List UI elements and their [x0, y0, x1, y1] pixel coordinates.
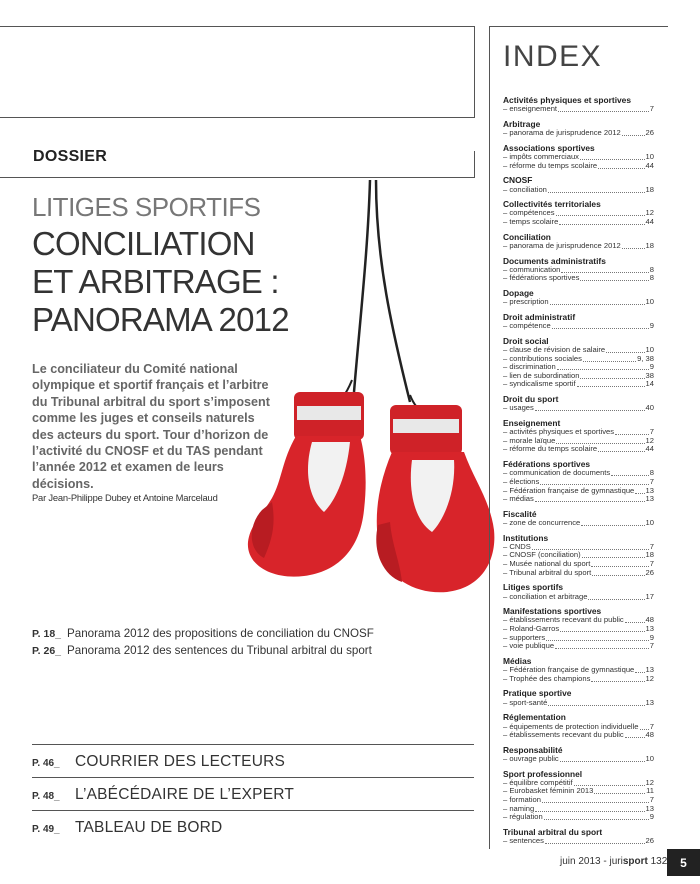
index-entry-page: 26: [645, 128, 654, 138]
index-entry-label: – zone de concurrence: [503, 518, 581, 527]
index-group: [503, 257, 654, 283]
dot-leader: [581, 519, 644, 526]
index-group: [503, 746, 654, 764]
page-reference[interactable]: [32, 644, 452, 661]
index-entry[interactable]: [503, 675, 654, 684]
index-entry-page: 7: [649, 641, 654, 651]
dot-leader: [611, 469, 649, 476]
index-entry-page: 48: [645, 730, 654, 740]
dot-leader: [583, 355, 636, 362]
dot-leader: [580, 153, 645, 160]
index-entry[interactable]: [503, 731, 654, 740]
index-entry-label: – lien de subordination: [503, 370, 580, 380]
index-entry-page: 8: [649, 273, 654, 283]
index-entry-label: – formation: [503, 795, 541, 805]
footer-date: juin 2013 -: [560, 856, 610, 867]
dot-leader: [561, 266, 648, 273]
index-entry-label: – équilibre compétitif: [503, 777, 573, 787]
dot-leader: [556, 437, 644, 444]
index-group: [503, 313, 654, 331]
index-entry[interactable]: [503, 242, 654, 251]
page-reference[interactable]: [32, 627, 452, 644]
feature-link[interactable]: [32, 810, 474, 843]
feature-title: TABLEAU DE BORD: [75, 819, 223, 836]
feature-title: L’ABÉCÉDAIRE DE L’EXPERT: [75, 786, 295, 803]
dot-leader: [580, 274, 648, 281]
index-entry-page: 44: [645, 444, 654, 454]
index-heading: Droit administratif: [503, 311, 576, 322]
index-entry[interactable]: [503, 519, 654, 528]
index-entry-label: – compétence: [503, 321, 551, 331]
index-entry-page: 8: [649, 468, 654, 478]
index-entry-page: 18: [645, 184, 654, 194]
dot-leader: [615, 428, 649, 435]
index-entry-label: – voie publique: [503, 641, 555, 651]
dot-leader: [582, 551, 645, 558]
index-heading: Documents administratifs: [503, 255, 606, 266]
index-entry-label: – fédérations sportives: [503, 273, 580, 283]
index-entry-page: 7: [649, 721, 654, 731]
index-group: [503, 96, 654, 114]
index-heading: Fiscalité: [503, 508, 537, 519]
index-entry-page: 26: [645, 836, 654, 846]
index-entry[interactable]: [503, 105, 654, 114]
index-entry-page: 7: [649, 559, 654, 569]
index-heading: Droit social: [503, 335, 549, 346]
index-entry-label: – panorama de jurisprudence 2012: [503, 128, 621, 138]
index-entry-label: – communication: [503, 264, 561, 274]
index-entry-label: – établissements recevant du public: [503, 615, 624, 625]
index-entry-label: – sport-santé: [503, 697, 548, 707]
reference-text: Panorama 2012 des sentences du Tribunal arbitral du sport: [67, 644, 372, 657]
index-title: INDEX: [503, 40, 603, 73]
index-entry[interactable]: [503, 569, 654, 578]
feature-page: P. 49_: [32, 824, 60, 835]
index-heading: CNOSF: [503, 175, 533, 186]
index-entry-page: 44: [645, 217, 654, 227]
dot-leader: [555, 642, 649, 649]
footer-mag-name: sport: [622, 856, 648, 867]
index-heading: Tribunal arbitral du sport: [503, 826, 603, 837]
index-entry-label: – morale laïque: [503, 435, 556, 445]
index-entry-label: – Trophée des champions: [503, 673, 591, 683]
dot-leader: [591, 560, 648, 567]
footer-issue: 132: [647, 856, 668, 867]
dot-leader: [625, 731, 645, 738]
index-entry[interactable]: [503, 129, 654, 138]
dot-leader: [625, 616, 645, 623]
index-group: [503, 460, 654, 504]
index-entry-label: – prescription: [503, 297, 549, 307]
index-entry-label: – contributions sociales: [503, 353, 582, 363]
index-heading: Manifestations sportives: [503, 606, 602, 617]
index-group: [503, 713, 654, 739]
feature-link[interactable]: [32, 777, 474, 810]
feature-title: COURRIER DES LECTEURS: [75, 753, 286, 770]
headline-line: ET ARBITRAGE :: [32, 263, 279, 300]
dot-leader: [574, 779, 645, 786]
reference-page: P. 18_: [32, 628, 62, 640]
index-entry-label: – temps scolaire: [503, 217, 559, 227]
index-entry-label: – Musée national du sport: [503, 559, 591, 569]
dot-leader: [532, 543, 649, 550]
index-group: [503, 510, 654, 528]
index-entry-page: 7: [649, 476, 654, 486]
dot-leader: [557, 363, 649, 370]
index-entry-page: 9, 38: [637, 353, 654, 363]
index-entry-page: 12: [645, 777, 654, 787]
index-entry[interactable]: [503, 837, 654, 846]
index-entry-label: – élections: [503, 476, 540, 486]
index-heading: Associations sportives: [503, 142, 595, 153]
index-entry-page: 18: [645, 240, 654, 250]
index-entry-page: 9: [649, 632, 654, 642]
index-heading: Institutions: [503, 532, 549, 543]
dot-leader: [548, 699, 644, 706]
index-entry-page: 26: [645, 567, 654, 577]
index-group: [503, 200, 654, 226]
index-entry-label: – CNDS: [503, 541, 531, 551]
dot-leader: [544, 813, 649, 820]
article-lead: Le conciliateur du Comité national olympique et sportif français et l’arbitre du Tribunal arbitral du sport s’imposent comme les juges et conseils naturels des acteurs du sport. Tour d’horizon de l’activité du CNOSF et du TAS pendant l’année 2012 et examen de leurs décisions.: [32, 362, 270, 491]
index-group: [503, 607, 654, 651]
dot-leader: [580, 372, 644, 379]
index-entry[interactable]: [503, 755, 654, 764]
index-entry-page: 13: [645, 485, 654, 495]
index-heading: Enseignement: [503, 417, 561, 428]
index-entry[interactable]: [503, 593, 654, 602]
page-footer: [560, 856, 667, 867]
dot-leader: [635, 666, 644, 673]
index-heading: Fédérations sportives: [503, 459, 591, 470]
index-entry-page: 38: [645, 370, 654, 380]
dot-leader: [535, 495, 645, 502]
index-heading: Responsabilité: [503, 744, 563, 755]
page-references: [32, 627, 452, 661]
index-entry[interactable]: [503, 274, 654, 283]
index-heading: Dopage: [503, 288, 534, 299]
index-entry-page: 9: [649, 812, 654, 822]
index-entry-page: 10: [645, 345, 654, 355]
dot-leader: [640, 723, 649, 730]
index-entry-label: – Roland-Garros: [503, 624, 560, 634]
page-number: 5: [667, 849, 700, 876]
index-entry-page: 48: [645, 615, 654, 625]
index-heading: Collectivités territoriales: [503, 199, 601, 210]
index-entry-label: – réforme du temps scolaire: [503, 160, 598, 170]
index-entry-page: 13: [645, 494, 654, 504]
feature-link[interactable]: [32, 744, 474, 777]
dot-leader: [594, 787, 645, 794]
index-entry-label: – panorama de jurisprudence 2012: [503, 240, 621, 250]
dot-leader: [559, 218, 644, 225]
dot-leader: [591, 675, 644, 682]
dot-leader: [548, 186, 645, 193]
section-label: DOSSIER: [33, 148, 108, 165]
index-entry-label: – impôts commerciaux: [503, 152, 579, 162]
dot-leader: [622, 129, 645, 136]
dot-leader: [535, 805, 644, 812]
dot-leader: [588, 593, 644, 600]
boxing-gloves-image: [242, 180, 497, 605]
index-entry-page: 40: [645, 403, 654, 413]
index-group: [503, 657, 654, 683]
index-entry-label: – supporters: [503, 632, 546, 642]
index-entry[interactable]: [503, 380, 654, 389]
index-entry-page: 44: [645, 160, 654, 170]
index-entry-label: – discrimination: [503, 362, 556, 372]
index-group: [503, 534, 654, 578]
index-entry-page: 12: [645, 208, 654, 218]
index-entry[interactable]: [503, 404, 654, 413]
index-group: [503, 419, 654, 454]
index-entry-label: – naming: [503, 803, 535, 813]
reference-text: Panorama 2012 des propositions de conciliation du CNOSF: [67, 627, 374, 640]
index-heading: Arbitrage: [503, 118, 541, 129]
index-entry-label: – clause de révision de salaire: [503, 345, 606, 355]
feature-page: P. 46_: [32, 758, 60, 769]
index-entry-label: – médias: [503, 494, 534, 504]
index-entry-label: – Fédération française de gymnastique: [503, 665, 635, 675]
header-box: [0, 26, 475, 118]
index-entry[interactable]: [503, 186, 654, 195]
index-entry-page: 13: [645, 697, 654, 707]
index-entry-label: – enseignement: [503, 104, 558, 114]
index-heading: Litiges sportifs: [503, 582, 564, 593]
index-entry-page: 9: [649, 362, 654, 372]
index-entry-label: – compétences: [503, 208, 555, 218]
index-entry[interactable]: [503, 298, 654, 307]
index-entry-label: – régulation: [503, 812, 543, 822]
index-entry-label: – Fédération française de gymnastique: [503, 485, 635, 495]
index-entry-label: – Eurobasket féminin 2013: [503, 786, 594, 796]
footer-mag-prefix: juri: [609, 856, 623, 867]
index-entry-label: – CNOSF (conciliation): [503, 550, 581, 560]
index-heading: Activités physiques et sportives: [503, 95, 631, 105]
reference-page: P. 26_: [32, 645, 62, 657]
dot-leader: [560, 625, 644, 632]
index-group: [503, 395, 654, 413]
index-entry[interactable]: [503, 642, 654, 651]
index-group: [503, 176, 654, 194]
index-group: [503, 337, 654, 389]
index-group: [503, 120, 654, 138]
index-entry-label: – conciliation et arbitrage: [503, 591, 588, 601]
index-entry[interactable]: [503, 813, 654, 822]
feature-page: P. 48_: [32, 791, 60, 802]
index-entry-page: 10: [645, 152, 654, 162]
index-heading: Droit du sport: [503, 394, 559, 405]
index-entry-label: – syndicalisme sportif: [503, 379, 576, 389]
dot-leader: [535, 404, 645, 411]
dot-leader: [577, 380, 645, 387]
index-group: [503, 233, 654, 251]
index-entry[interactable]: [503, 495, 654, 504]
headline-line: CONCILIATION: [32, 225, 255, 262]
dot-leader: [556, 209, 645, 216]
dot-leader: [606, 346, 644, 353]
index-entry-label: – ouvrage public: [503, 753, 559, 763]
index-entry-label: – réforme du temps scolaire: [503, 444, 598, 454]
index-entry-page: 12: [645, 673, 654, 683]
index-group: [503, 289, 654, 307]
index-entry-page: 14: [645, 379, 654, 389]
dot-leader: [542, 796, 649, 803]
index-heading: Conciliation: [503, 231, 551, 242]
index-group: [503, 828, 654, 846]
dot-leader: [622, 242, 645, 249]
index-heading: Pratique sportive: [503, 688, 572, 699]
index-entry-label: – équipements de protection individuelle: [503, 721, 639, 731]
index-entry-page: 18: [645, 550, 654, 560]
index-entry-page: 13: [645, 665, 654, 675]
dot-leader: [598, 162, 644, 169]
article-kicker: LITIGES SPORTIFS: [32, 192, 261, 222]
index-entry[interactable]: [503, 445, 654, 454]
index-entry[interactable]: [503, 218, 654, 227]
dot-leader: [550, 298, 645, 305]
index-entry-page: 7: [649, 541, 654, 551]
dot-leader: [560, 755, 645, 762]
index-entry-page: 7: [649, 104, 654, 114]
index-entry-page: 10: [645, 297, 654, 307]
index-entry-page: 12: [645, 435, 654, 445]
index-entry-label: – Tribunal arbitral du sport: [503, 567, 592, 577]
index-entry-page: 13: [645, 803, 654, 813]
index-entry-page: 7: [649, 795, 654, 805]
index-entry[interactable]: [503, 322, 654, 331]
index-entry-page: 9: [649, 321, 654, 331]
index-group: [503, 689, 654, 707]
index-group: [503, 770, 654, 822]
index-heading: Réglementation: [503, 712, 566, 723]
index-entry-page: 10: [645, 518, 654, 527]
index-entry-label: – usages: [503, 403, 534, 413]
index-heading: Sport professionnel: [503, 768, 583, 779]
dot-leader: [545, 837, 645, 844]
index-group: [503, 144, 654, 170]
index-entry-page: 13: [645, 624, 654, 634]
index-heading: Médias: [503, 655, 532, 666]
headline-line: PANORAMA 2012: [32, 301, 289, 338]
dot-leader: [598, 445, 644, 452]
index-entry[interactable]: [503, 162, 654, 171]
index-entry-label: – communication de documents: [503, 468, 611, 478]
index-entry-label: – conciliation: [503, 184, 547, 194]
index-group: [503, 583, 654, 601]
dot-leader: [558, 105, 649, 112]
dot-leader: [540, 478, 648, 485]
index-entry-label: – activités physiques et sportives: [503, 427, 615, 437]
index-entry-page: 17: [645, 591, 654, 601]
article-byline: Par Jean-Philippe Dubey et Antoine Marcelaud: [32, 492, 218, 503]
dot-leader: [552, 322, 649, 329]
index-entry-page: 8: [649, 264, 654, 274]
index-entry-label: – sentences: [503, 836, 544, 846]
dot-leader: [546, 634, 649, 641]
index-entry-page: 10: [645, 753, 654, 763]
index-entry[interactable]: [503, 699, 654, 708]
index-list: [503, 96, 654, 852]
dot-leader: [635, 487, 644, 494]
index-entry-page: 7: [649, 427, 654, 437]
dot-leader: [592, 569, 644, 576]
index-entry-label: – établissements recevant du public: [503, 730, 624, 740]
index-entry-page: 11: [646, 786, 654, 796]
